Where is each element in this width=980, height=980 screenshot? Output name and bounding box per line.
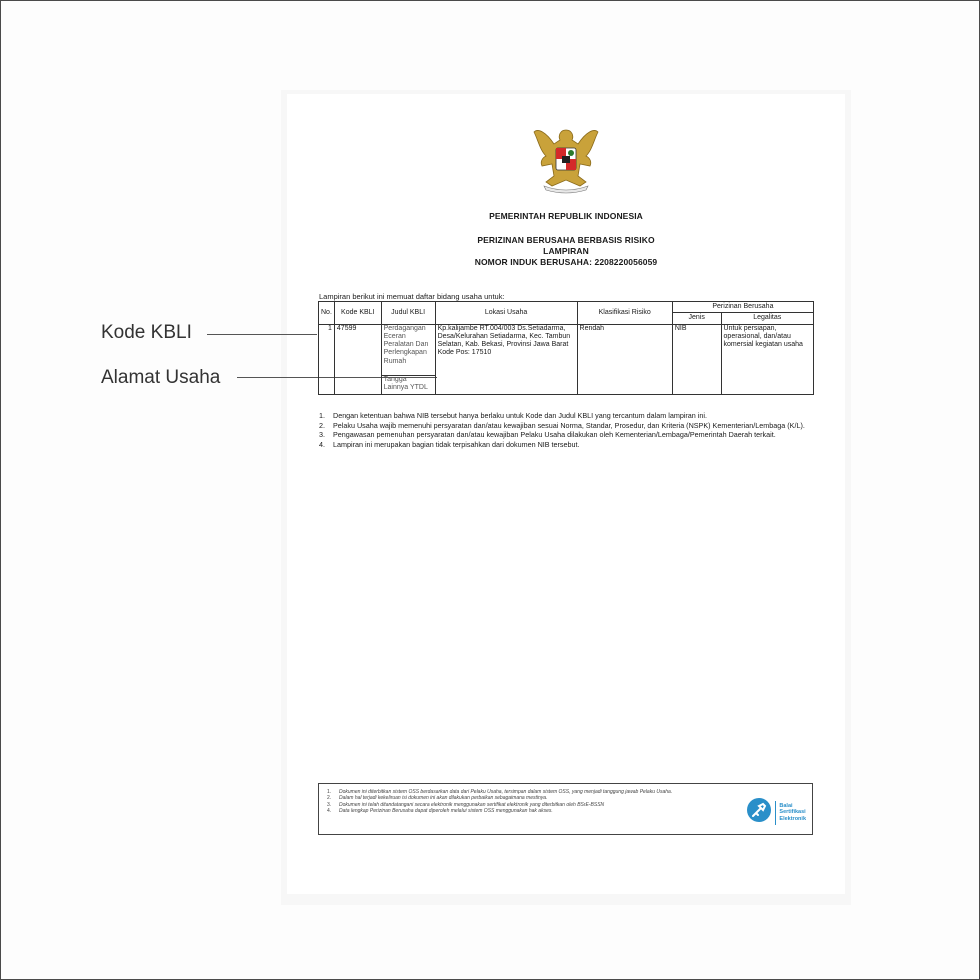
note-item: 1. Dengan ketentuan bahwa NIB tersebut hanya berlaku untuk Kode dan Judul KBLI yang tercantum dalam lampiran ini. xyxy=(319,411,707,420)
government-heading: PEMERINTAH REPUBLIK INDONESIA xyxy=(489,211,643,221)
garuda-emblem-icon xyxy=(532,124,600,196)
header-kode-kbli: Kode KBLI xyxy=(334,302,381,325)
cell-kode-kbli: 47599 xyxy=(334,324,381,394)
bsre-seal-icon xyxy=(746,797,772,828)
title-line-1: PERIZINAN BERUSAHA BERBASIS RISIKO xyxy=(477,235,655,245)
intro-text: Lampiran berikut ini memuat daftar bidang usaha untuk: xyxy=(319,292,505,301)
header-jenis: Jenis xyxy=(672,313,721,324)
header-perizinan-berusaha: Perizinan Berusaha xyxy=(672,302,813,313)
header-judul-kbli: Judul KBLI xyxy=(381,302,435,325)
header-lokasi-usaha: Lokasi Usaha xyxy=(435,302,577,325)
bsre-divider xyxy=(775,801,776,825)
cell-no: 1 xyxy=(319,324,335,394)
header-klasifikasi-risiko: Klasifikasi Risiko xyxy=(577,302,672,325)
header-legalitas: Legalitas xyxy=(721,313,813,324)
cell-lokasi-usaha: Kp.kalijambe RT.004/003 Ds.Setiadarma, Desa/Kelurahan Setiadarma, Kec. Tambun Selatan, Kab. Bekasi, Provinsi Jawa Barat Kode Pos: 17510 xyxy=(435,324,577,394)
cell-judul-kbli-continued: Tangga Lainnya YTDL xyxy=(381,375,435,394)
header-no: No. xyxy=(319,302,335,325)
note-item: 2. Pelaku Usaha wajib memenuhi persyaratan dan/atau kewajiban sesuai Norma, Standar, Prosedur, dan Kriteria (NSPK) Kementerian/Lembaga (K/L). xyxy=(319,420,805,430)
cell-legalitas: Untuk persiapan, operasional, dan/atau komersial kegiatan usaha xyxy=(721,324,813,394)
footer-note-item: 3. Dokumen ini telah ditandatangani secara elektronik menggunakan sertifikat elektronik yang diterbitkan oleh BSrE-BSSN xyxy=(327,801,605,808)
kbli-table xyxy=(318,301,814,395)
footer-notes-list xyxy=(327,789,727,815)
bsre-text: Balai Sertifikasi Elektronik xyxy=(779,802,806,822)
cell-judul-kbli: Perdagangan Eceran Peralatan Dan Perlengkapan Rumah xyxy=(381,324,435,375)
footer-disclaimer-box xyxy=(318,783,813,835)
note-item: 3. Pengawasan pemenuhan persyaratan dan/atau kewajiban Pelaku Usaha dilakukan oleh Kementerian/Lembaga/Pemerintah Daerah terkait. xyxy=(319,430,776,440)
footer-note-item: 1. Dokumen ini diterbitkan sistem OSS berdasarkan data dari Pelaku Usaha, tersimpan dalam sistem OSS, yang menjadi tanggung jawab Pelaku Usaha. xyxy=(327,789,673,795)
callout-alamat-usaha: Alamat Usaha xyxy=(101,367,221,388)
cell-jenis: NIB xyxy=(672,324,721,394)
callout-line-kode-kbli xyxy=(207,334,317,335)
footer-note-item: 2. Dalam hal terjadi kekeliruan isi dokumen ini akan dilakukan perbaikan sebagaimana mestinya. xyxy=(327,795,548,802)
footer-note-item: 4. Data lengkap Perizinan Berusaha dapat diperoleh melalui sistem OSS menggunakan hak akses. xyxy=(327,808,553,815)
callout-kode-kbli: Kode KBLI xyxy=(101,322,192,343)
bsre-logo xyxy=(746,797,806,828)
note-item: 4. Lampiran ini merupakan bagian tidak terpisahkan dari dokumen NIB tersebut. xyxy=(319,439,580,449)
title-line-2: LAMPIRAN xyxy=(543,246,589,256)
nib-number-heading: NOMOR INDUK BERUSAHA: 2208220056059 xyxy=(474,257,658,267)
cell-klasifikasi-risiko: Rendah xyxy=(577,324,672,394)
notes-list xyxy=(319,412,814,450)
table-row xyxy=(319,324,814,375)
